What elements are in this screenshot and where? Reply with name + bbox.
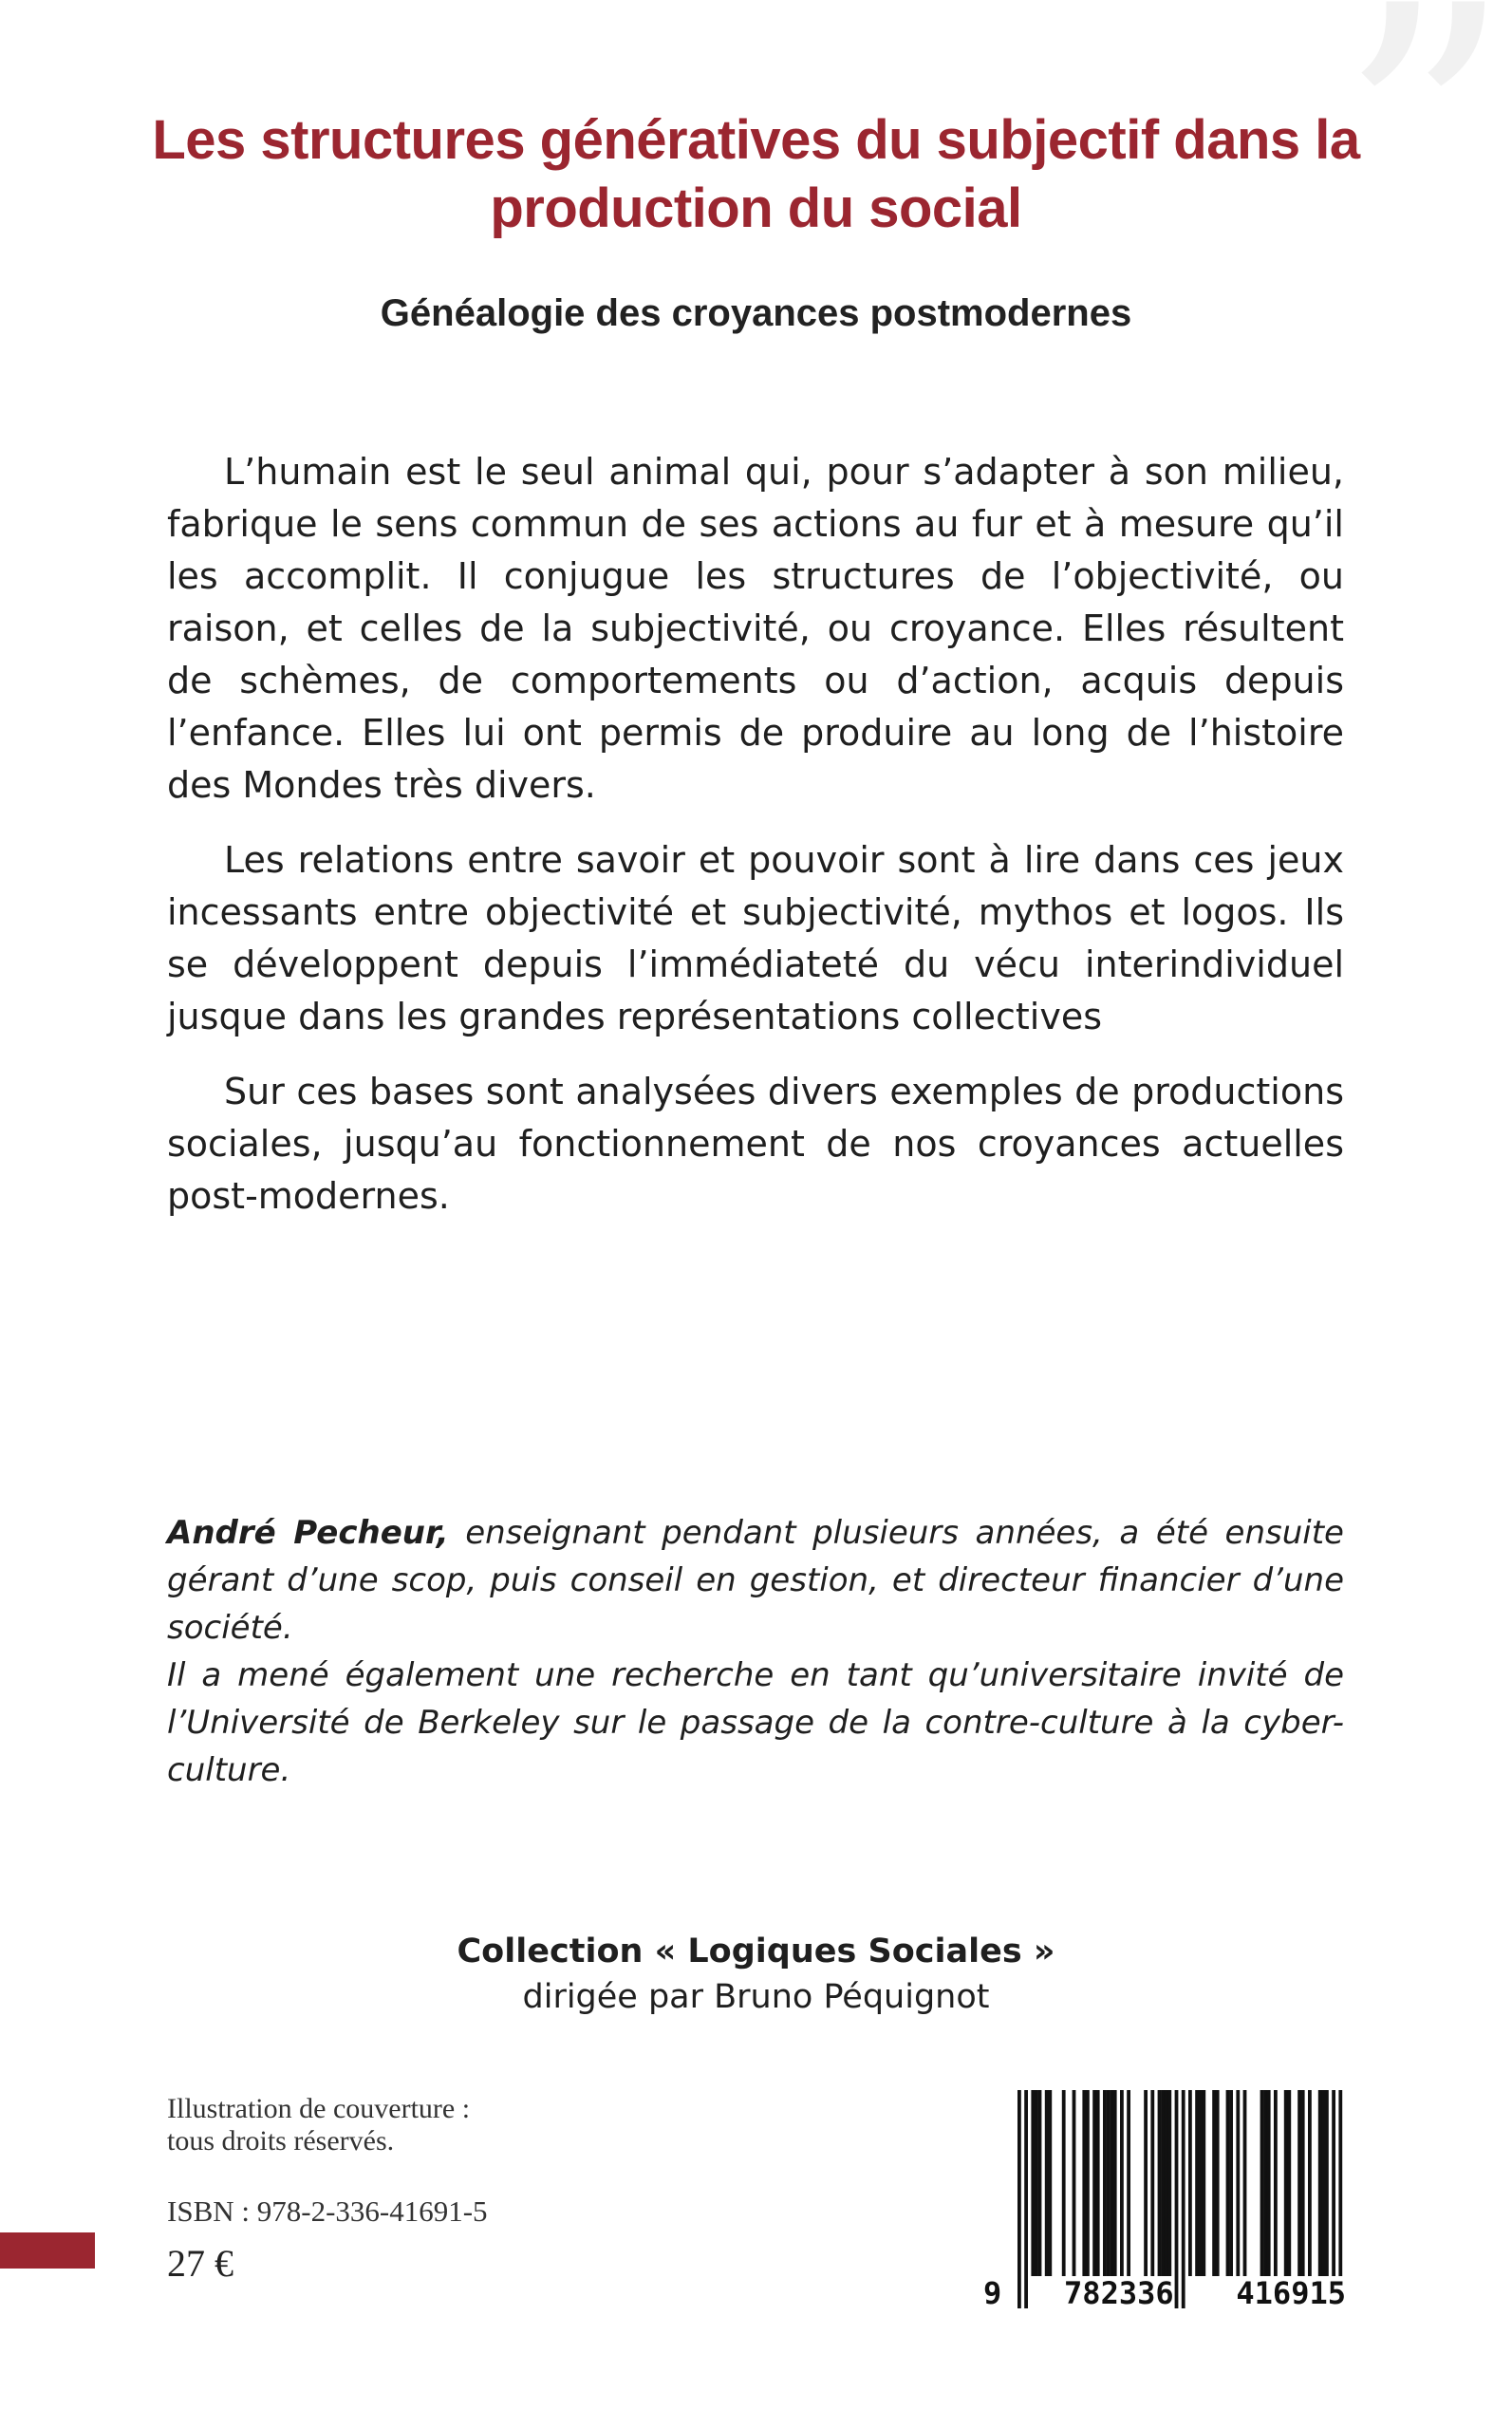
barcode-bar [1202, 2090, 1205, 2276]
barcode-digit-group: 782336 [1064, 2275, 1174, 2311]
isbn: ISBN : 978-2-336-41691-5 [167, 2194, 488, 2228]
barcode-bar [1092, 2090, 1096, 2276]
cover-credit [167, 2093, 470, 2157]
barcode-bar [1144, 2090, 1148, 2276]
barcode-bar [1113, 2090, 1117, 2276]
book-title: Les structures génératives du subjectif dans la production du social [152, 109, 1360, 239]
barcode-bar [1236, 2090, 1240, 2276]
barcode-bar [1226, 2090, 1230, 2276]
author-bio-text: enseignant pendant plusieurs années, a été ensuite gérant d’une scop, puis conseil en gestion, et directeur financier d’une société. [167, 1514, 1344, 1647]
author-bio-paragraph: Il a mené également une recherche en tant qu’universitaire invité de l’Université de Berkeley sur le passage de la contre-culture à la cyber-culture. [167, 1656, 1344, 1789]
barcode-bar [1082, 2090, 1086, 2276]
barcode-bar [1318, 2090, 1322, 2276]
barcode-bar [1188, 2090, 1192, 2276]
barcode-bar [1199, 2090, 1203, 2276]
barcode-bar [1120, 2090, 1124, 2276]
barcode-digits [983, 2276, 1346, 2310]
barcode-bar [1062, 2090, 1066, 2276]
collection-name: Collection « Logiques Sociales » [457, 1933, 1055, 1970]
barcode-bar [1297, 2090, 1301, 2276]
cover-credit-line: Illustration de couverture : [167, 2093, 471, 2124]
collection-director: dirigée par Bruno Péquignot [522, 1978, 990, 2016]
barcode-bar [1073, 2090, 1076, 2276]
barcode-bar [1086, 2090, 1090, 2276]
barcode-bar [1107, 2090, 1111, 2276]
red-accent-tab [0, 2232, 95, 2269]
barcode-bar [1260, 2090, 1264, 2276]
ean-barcode [983, 2090, 1346, 2314]
barcode-digit-group: 416915 [1236, 2275, 1346, 2311]
barcode-bar [1216, 2090, 1220, 2276]
author-name: André Pecheur, [167, 1514, 449, 1552]
barcode-bar [1127, 2090, 1130, 2276]
barcode-bar [1308, 2090, 1312, 2276]
barcode-bar [1038, 2090, 1042, 2276]
back-cover-blurb [167, 446, 1344, 1245]
barcode-bar [1229, 2090, 1233, 2276]
blurb-paragraph: Sur ces bases sont analysées divers exemples de productions sociales, jusqu’au fonctionnement de nos croyances actuelles post-modernes. [167, 1071, 1344, 1217]
barcode-bar [1212, 2090, 1216, 2276]
price: 27 € [167, 2242, 233, 2285]
barcode-bar [1103, 2090, 1107, 2276]
cover-credit-line: tous droits réservés. [167, 2125, 395, 2157]
collection-info [133, 1929, 1379, 2020]
barcode-bar [1301, 2090, 1305, 2276]
barcode-bar [1287, 2090, 1291, 2276]
blurb-paragraph: Les relations entre savoir et pouvoir sont à lire dans ces jeux incessants entre objectivité et subjectivité, mythos et logos. Ils se développent depuis l’immédiateté du vécu interindividuel jusque dans les grandes représentations collectives [167, 839, 1344, 1037]
barcode-bar [1161, 2090, 1165, 2276]
barcode-bar [1096, 2090, 1100, 2276]
barcode-bar [1195, 2090, 1199, 2276]
barcode-bar [1321, 2090, 1325, 2276]
barcode-bar [1263, 2090, 1267, 2276]
barcode-digit-group: 9 [983, 2275, 1002, 2311]
barcode-bar [1267, 2090, 1271, 2276]
author-bio-paragraph [167, 1509, 1344, 1652]
barcode-bar [1325, 2090, 1329, 2276]
decorative-quote-mark: ” [1336, 0, 1512, 331]
barcode-bar [1035, 2090, 1038, 2276]
book-subtitle: Généalogie des croyances postmodernes [380, 292, 1132, 334]
barcode-bar [1150, 2090, 1154, 2276]
barcode-bar [1274, 2090, 1278, 2276]
barcode-bar [1045, 2090, 1049, 2276]
barcode-bar [1031, 2090, 1035, 2276]
barcode-bar [1158, 2090, 1162, 2276]
barcode-bar [1165, 2090, 1168, 2276]
blurb-paragraph: L’humain est le seul animal qui, pour s’adapter à son milieu, fabrique le sens commun de ses actions au fur et à mesure qu’il les accomplit. Il conjugue les structures de l’objectivité, ou raison, et celles de la subjectivité, ou croyance. Elles résultent de schèmes, de comportements ou d’action, acquis depuis l’enfance. Elles lui ont permis de produire au long de l’histoire des Mondes très divers. [167, 451, 1344, 806]
barcode-bar [1110, 2090, 1113, 2276]
barcode-bar [1167, 2090, 1171, 2276]
author-bio [167, 1509, 1344, 1794]
barcode-bar [1048, 2090, 1052, 2276]
barcode-bar [1243, 2090, 1247, 2276]
barcode-bar [1284, 2090, 1288, 2276]
